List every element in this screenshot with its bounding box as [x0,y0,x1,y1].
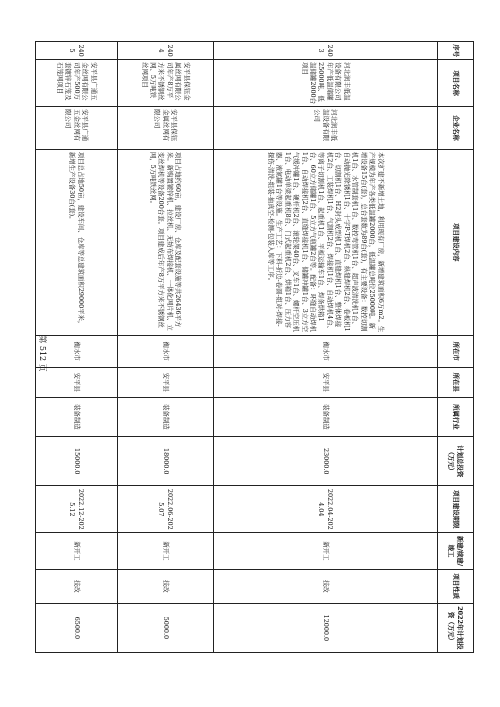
cell-content: 本次扩建不新增土地，利用现有厂房，新增建筑面积6万m2。生产规模为年产各类低温罐2000台，低温罐总吨位25000吨。新增设备15台(套)，总台套数为89台(套)，有主要设备：数控切割机1台、水管制套机1台、数控弯管机1台、超声波清洗机1台、自动抛光除锈机1台、十字P-T焊机2台、纵缝焊机2台、卷板机1台、切割机1台、H2封头成型机1台、直缝焊机1台、整体焊接机2台、工装焊机1台、气割机2台、焊接机1台、自动焊机4台、等离子切割机1台、起重机1台、平板运输车1台、焊条烘箱1台、60立方储罐1台、5立方气瓶罐2台等。配备：环缝自动焊机1台、自动焊接机2台、直缝焊接机1台、储罐冲罐1台、3立方空气缓冲罐1台、硬杆机2台、滚轮架40台、叉车1台、螺杆空压机1台、电动单梁起重机8台、门式起重机2台、烘箱1台、压力容器、液氮罐1台等设施。生产工艺：下料-折边-卷圆-组对-焊接-探伤-清洗-组装-抽真空-检测-包装入库等工序。 [214,149,438,335]
cell-company: 安平县保钰金属丝网有限公司 [118,107,214,150]
cell-county: 安平县 [36,367,118,397]
header-cell-company: 企业名称 [438,107,474,150]
cell-company: 安平县广通五金丝网有限公司 [36,107,118,150]
cell-status: 新开工 [36,533,118,569]
cell-nature: 技改 [214,569,438,603]
header-cell-plan-2022: 2022年计划投资（万元） [438,603,474,652]
header-cell-county: 所在县 [438,367,474,397]
cell-industry: 装备制造 [36,397,118,437]
cell-industry: 装备制造 [118,397,214,437]
header-cell-industry: 所属行业 [438,397,474,437]
cell-no: 2403 [214,42,438,60]
header-cell-content: 项目建设内容 [438,149,474,335]
table-row [118,42,214,653]
project-table [35,41,474,653]
header-row [438,42,474,653]
cell-investment: 18000.0 [118,437,214,486]
cell-industry: 装备制造 [214,397,438,437]
cell-company: 河北润丰低温设备有限公司 [214,107,438,150]
page-number: 第 512 页 [38,335,47,372]
cell-city: 衡水市 [118,335,214,367]
header-cell-status: 新建/续建/竣工 [438,533,474,569]
cell-county: 安平县 [214,367,438,397]
header-cell-period: 项目建设期限 [438,486,474,533]
cell-project-name: 河北润丰低温设备有限公司年产低温储罐25000吨、低温储罐2000台项目 [214,60,438,107]
cell-city: 衡水市 [214,335,438,367]
cell-no: 2405 [36,42,118,60]
header-cell-nature: 项目性质 [438,569,474,603]
table-row [214,42,438,653]
cell-period: 2022.06-2025.07 [118,486,214,533]
cell-project-name: 安平县广通五金丝网有限公司年产500万套镀锌石笼及石笼网项目 [36,60,118,107]
header-cell-city: 所在市 [438,335,474,367]
cell-nature: 技改 [36,569,118,603]
cell-plan-2022: 5000.0 [118,603,214,652]
cell-investment: 15000.0 [36,437,118,486]
cell-status: 新开工 [214,533,438,569]
cell-city: 衡水市 [36,335,118,367]
cell-plan-2022: 12000.0 [214,603,438,652]
cell-period: 2022.12-2025.12 [36,486,118,533]
cell-investment: 23000.0 [214,437,438,486]
header-cell-no: 序号 [438,42,474,60]
cell-no: 2404 [118,42,214,60]
cell-nature: 技改 [118,569,214,603]
cell-period: 2022.04-2024.04 [214,486,438,533]
cell-county: 安平县 [118,367,214,397]
cell-plan-2022: 6500.0 [36,603,118,652]
cell-project-name: 安平县保钰金属丝网有限公司年产8万平方米不锈钢丝网、5万吨铁丝网项目 [118,60,214,107]
cell-content: 项目占地约60亩，建设厂房、仓库及配套设施等共26436平方米。新购置镀锌机、拉丝机、无纺布焊接机、一体化网片机、立变丝焊机等设备200台套。项目建成后年产8万平方米不锈钢丝网，5万吨铁丝网。 [118,149,214,335]
cell-content: 项目总占地50亩，建设车间、仓库等总建筑面积29000平米，新增生产设备30台(套)。 [36,149,118,335]
header-cell-investment: 计划总投资（万元） [438,437,474,486]
header-cell-project-name: 项目名称 [438,60,474,107]
cell-status: 新开工 [118,533,214,569]
